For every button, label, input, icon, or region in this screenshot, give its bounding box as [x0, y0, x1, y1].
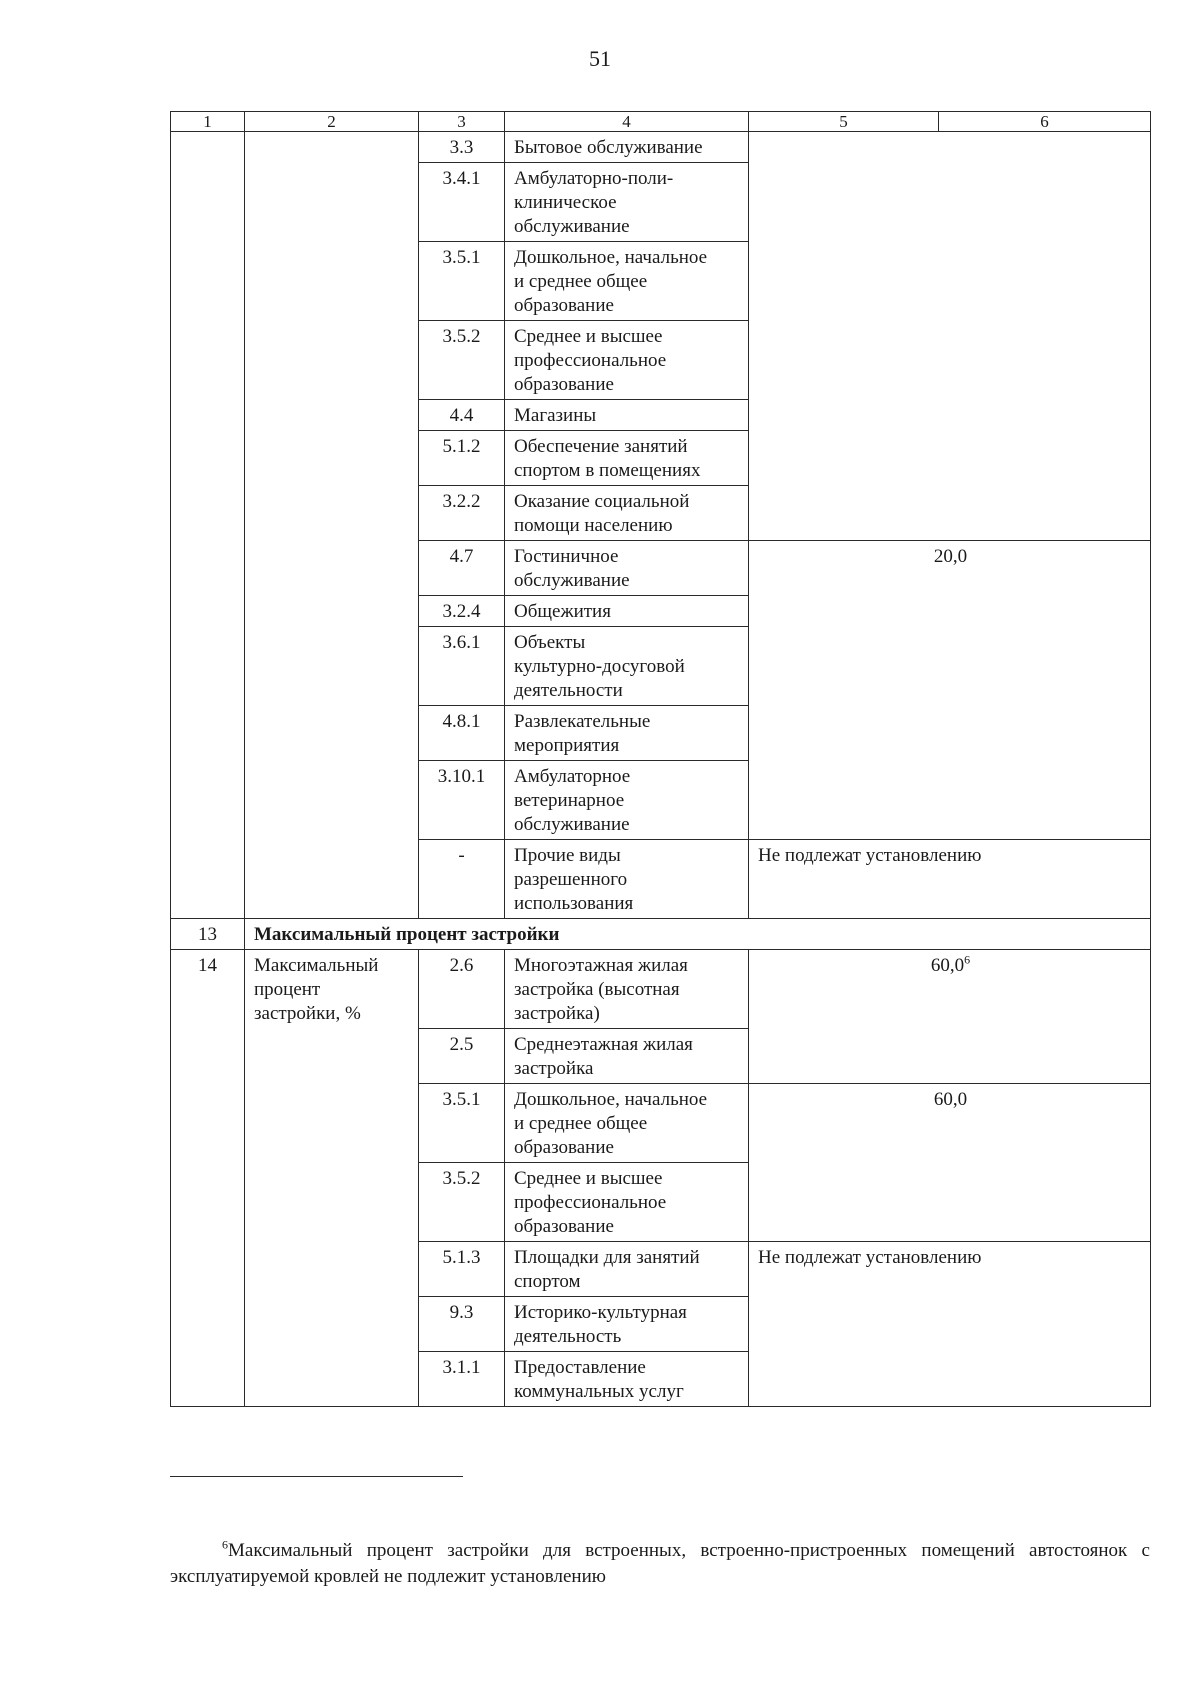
header-col-4: 4 — [505, 112, 749, 132]
use-name-text: Объекты культурно-досуговой деятельности — [514, 632, 685, 701]
use-name-text: Оказание социальной помощи населению — [514, 491, 690, 536]
use-name — [505, 950, 749, 1029]
header-col-1: 1 — [171, 112, 245, 132]
use-name-text: Обеспечение занятий спортом в помещениях — [514, 436, 701, 481]
use-name — [505, 627, 749, 706]
use-name-text: Общежития — [514, 601, 611, 622]
param-cell — [245, 132, 419, 919]
use-name — [505, 761, 749, 840]
use-name — [505, 486, 749, 541]
section-row — [171, 919, 1151, 950]
footnote-divider — [170, 1476, 463, 1477]
use-name-text: Гостиничное обслуживание — [514, 546, 630, 591]
footnote — [170, 1538, 1150, 1590]
value-residential-number: 60,0 — [930, 955, 965, 976]
use-name-text: Амбулаторно-поли- клиническое обслуживание — [514, 168, 674, 237]
section-title: Максимальный процент застройки — [245, 919, 1151, 950]
use-name — [505, 163, 749, 242]
use-name — [505, 321, 749, 400]
use-name-text: Предоставление коммунальных услуг — [514, 1357, 684, 1402]
use-code: 5.1.2 — [419, 431, 505, 486]
footnote-ref: 6 — [964, 952, 971, 967]
use-name-text: Дошкольное, начальное и среднее общее образование — [514, 1089, 708, 1158]
use-name-text: Прочие виды разрешенного использования — [514, 845, 634, 914]
use-name-text: Магазины — [514, 405, 597, 426]
use-code: 4.4 — [419, 400, 505, 431]
use-code: 2.6 — [419, 950, 505, 1029]
use-code: 5.1.3 — [419, 1242, 505, 1297]
use-name — [505, 1029, 749, 1084]
use-code: 3.6.1 — [419, 627, 505, 706]
use-name — [505, 1084, 749, 1163]
value-other: Не подлежат установлению — [749, 1242, 1151, 1407]
use-code: 4.8.1 — [419, 706, 505, 761]
value-other: Не подлежат установлению — [749, 840, 1151, 919]
use-code: 9.3 — [419, 1297, 505, 1352]
use-code: 3.2.2 — [419, 486, 505, 541]
use-name-text: Историко-культурная деятельность — [514, 1302, 687, 1347]
param-name — [245, 950, 419, 1407]
header-col-2: 2 — [245, 112, 419, 132]
use-code: 3.1.1 — [419, 1352, 505, 1407]
section-number: 13 — [171, 919, 245, 950]
use-code: 2.5 — [419, 1029, 505, 1084]
header-col-6: 6 — [939, 112, 1151, 132]
value-residential — [749, 950, 1151, 1084]
use-name — [505, 596, 749, 627]
use-code: 4.7 — [419, 541, 505, 596]
use-code: - — [419, 840, 505, 919]
footnote-text: Максимальный процент застройки для встроенных, встроенно-пристроенных помещений автостоянок с эксплуатируемой кровлей не подлежит установлению — [170, 1540, 1150, 1587]
use-name — [505, 400, 749, 431]
footnote-mark: 6 — [222, 1537, 228, 1552]
use-name-text: Развлекательные мероприятия — [514, 711, 651, 756]
use-code: 3.5.1 — [419, 1084, 505, 1163]
header-col-3: 3 — [419, 112, 505, 132]
use-name — [505, 132, 749, 163]
value-cell-empty — [749, 132, 1151, 541]
use-name — [505, 840, 749, 919]
use-code: 3.3 — [419, 132, 505, 163]
use-code: 3.5.2 — [419, 321, 505, 400]
use-code: 3.5.2 — [419, 1163, 505, 1242]
use-name-text: Среднеэтажная жилая застройка — [514, 1034, 693, 1079]
use-name — [505, 541, 749, 596]
value-hotel: 20,0 — [749, 541, 1151, 840]
regulations-table — [170, 111, 1151, 1407]
use-name-text: Площадки для занятий спортом — [514, 1247, 700, 1292]
row-number-cell — [171, 132, 245, 919]
value-education: 60,0 — [749, 1084, 1151, 1242]
param-name-text: Максимальный процент застройки, % — [254, 955, 379, 1024]
page-number: 51 — [589, 46, 611, 71]
use-code: 3.2.4 — [419, 596, 505, 627]
use-code: 3.5.1 — [419, 242, 505, 321]
use-name-text: Амбулаторное ветеринарное обслуживание — [514, 766, 631, 835]
use-name — [505, 242, 749, 321]
use-name — [505, 1242, 749, 1297]
use-name-text: Среднее и высшее профессиональное образование — [514, 326, 667, 395]
use-name — [505, 1352, 749, 1407]
row-number: 14 — [171, 950, 245, 1407]
use-name — [505, 1163, 749, 1242]
table-row — [171, 950, 1151, 1029]
use-name — [505, 1297, 749, 1352]
use-code: 3.4.1 — [419, 163, 505, 242]
use-name-text: Бытовое обслуживание — [514, 137, 703, 158]
header-col-5: 5 — [749, 112, 939, 132]
use-name — [505, 706, 749, 761]
use-name-text: Дошкольное, начальное и среднее общее образование — [514, 247, 708, 316]
use-code: 3.10.1 — [419, 761, 505, 840]
use-name-text: Среднее и высшее профессиональное образование — [514, 1168, 667, 1237]
use-name — [505, 431, 749, 486]
header-row — [171, 112, 1151, 132]
table-row — [171, 132, 1151, 163]
use-name-text: Многоэтажная жилая застройка (высотная застройка) — [514, 955, 688, 1024]
